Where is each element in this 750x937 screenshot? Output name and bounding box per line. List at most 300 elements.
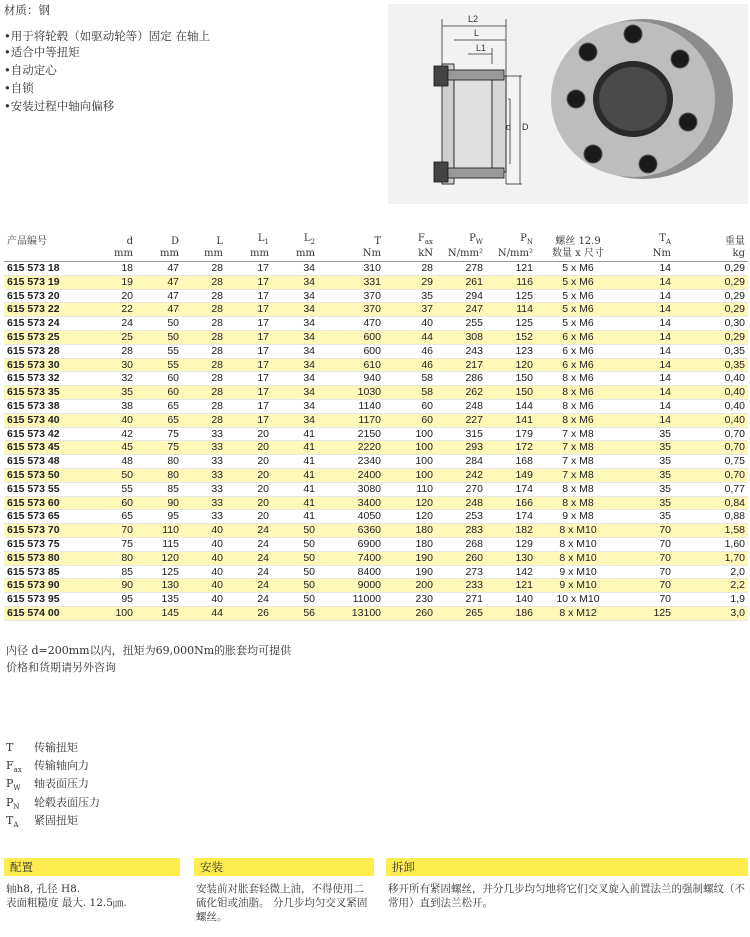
table-cell: 34 [272,330,318,344]
install-section [194,858,374,924]
table-cell: 293 [436,441,486,455]
dim-label-l2: L2 [468,14,479,24]
table-cell: 0,29 [674,262,748,276]
table-cell: 135 [136,593,182,607]
table-row [4,386,748,400]
table-cell: 0,40 [674,386,748,400]
table-row [4,262,748,276]
unit-screw: 数量 x 尺寸 [536,248,620,262]
unit-l1: mm [226,248,272,262]
product-code: 615 573 80 [4,551,92,565]
table-cell: 13100 [318,606,384,620]
unit-l: mm [182,248,226,262]
table-cell: 0,29 [674,330,748,344]
table-cell: 95 [92,593,136,607]
table-cell: 140 [486,593,536,607]
table-cell: 42 [92,427,136,441]
table-cell: 25 [92,330,136,344]
table-cell: 20 [226,496,272,510]
product-code: 615 573 42 [4,427,92,441]
product-code: 615 573 38 [4,399,92,413]
table-cell: 7400 [318,551,384,565]
unit-weight: kg [674,248,748,262]
symbol-legend [6,741,100,832]
table-cell: 60 [136,372,182,386]
table-cell: 41 [272,482,318,496]
table-cell: 20 [226,427,272,441]
table-cell: 8 x M6 [536,413,620,427]
table-cell: 120 [486,358,536,372]
table-cell: 22 [92,303,136,317]
table-cell: 9 x M8 [536,510,620,524]
table-cell: 247 [436,303,486,317]
table-cell: 217 [436,358,486,372]
table-cell: 308 [436,330,486,344]
table-cell: 28 [182,289,226,303]
table-cell: 20 [226,455,272,469]
material-text: 材质：钢 [4,3,50,17]
table-cell: 40 [182,593,226,607]
table-cell: 65 [136,399,182,413]
table-cell: 41 [272,455,318,469]
table-cell: 65 [136,413,182,427]
table-cell: 35 [620,496,674,510]
table-cell: 8 x M12 [536,606,620,620]
table-cell: 35 [620,441,674,455]
table-cell: 40 [182,551,226,565]
feature-item: • 自锁 [4,80,264,96]
technical-drawing-svg [388,4,748,204]
table-cell: 8 x M6 [536,399,620,413]
table-cell: 24 [226,537,272,551]
table-row [4,441,748,455]
table-cell: 35 [620,455,674,469]
table-cell: 190 [384,565,436,579]
table-cell: 190 [384,551,436,565]
table-cell: 14 [620,413,674,427]
table-cell: 370 [318,303,384,317]
table-cell: 47 [136,303,182,317]
table-cell: 8 x M6 [536,386,620,400]
table-cell: 0,70 [674,441,748,455]
unit-ta: Nm [620,248,674,262]
col-header-fax: $F_{ax}$ [417,233,433,246]
table-row [4,289,748,303]
table-row [4,524,748,538]
table-cell: 33 [182,455,226,469]
table-cell: 2220 [318,441,384,455]
product-code: 615 573 40 [4,413,92,427]
table-cell: 48 [92,455,136,469]
table-cell: 9 x M10 [536,579,620,593]
product-code: 615 573 35 [4,386,92,400]
table-cell: 28 [182,303,226,317]
table-cell: 166 [486,496,536,510]
table-cell: 20 [226,468,272,482]
table-cell: 0,40 [674,399,748,413]
table-cell: 470 [318,317,384,331]
feature-item: • 用于将轮毂（如驱动轮等）固定 在轴上 [4,28,264,44]
table-cell: 255 [436,317,486,331]
table-cell: 315 [436,427,486,441]
table-cell: 17 [226,399,272,413]
table-cell: 24 [226,524,272,538]
table-cell: 270 [436,482,486,496]
table-cell: 1,9 [674,593,748,607]
table-cell: 174 [486,510,536,524]
table-cell: 180 [384,537,436,551]
table-cell: 17 [226,289,272,303]
table-cell: 17 [226,358,272,372]
table-cell: 125 [620,606,674,620]
table-cell: 35 [620,510,674,524]
table-cell: 1,58 [674,524,748,538]
table-cell: 65 [92,510,136,524]
unit-pw: N/mm² [436,248,486,262]
table-cell: 273 [436,565,486,579]
table-cell: 5 x M6 [536,262,620,276]
table-cell: 248 [436,496,486,510]
feature-item: • 适合中等扭矩 [4,44,264,60]
table-cell: 28 [182,330,226,344]
table-cell: 248 [436,399,486,413]
table-cell: 45 [92,441,136,455]
col-header-screw: 螺丝 12.9 [555,236,601,247]
table-cell: 121 [486,262,536,276]
table-row [4,606,748,620]
table-cell: 260 [436,551,486,565]
table-cell: 50 [272,579,318,593]
table-cell: 28 [182,399,226,413]
feature-item: • 安装过程中轴向偏移 [4,98,264,114]
table-cell: 1170 [318,413,384,427]
table-cell: 34 [272,413,318,427]
table-cell: 38 [92,399,136,413]
table-cell: 75 [92,537,136,551]
table-cell: 610 [318,358,384,372]
table-cell: 150 [486,386,536,400]
table-cell: 85 [136,482,182,496]
table-cell: 142 [486,565,536,579]
table-cell: 28 [182,358,226,372]
table-cell: 268 [436,537,486,551]
table-cell: 120 [136,551,182,565]
unit-fax: kN [384,248,436,262]
table-cell: 283 [436,524,486,538]
table-cell: 50 [136,330,182,344]
product-code: 615 573 25 [4,330,92,344]
table-cell: 41 [272,510,318,524]
unit-big-d: mm [136,248,182,262]
table-cell: 121 [486,579,536,593]
table-cell: 17 [226,262,272,276]
table-row [4,427,748,441]
col-header-code: 产品编号 [7,236,47,247]
product-code: 615 573 65 [4,510,92,524]
table-cell: 33 [182,427,226,441]
table-cell: 1,70 [674,551,748,565]
table-cell: 28 [384,262,436,276]
table-cell: 2,0 [674,565,748,579]
table-cell: 46 [384,358,436,372]
table-row [4,275,748,289]
col-header-d: d [126,236,133,247]
table-cell: 125 [486,289,536,303]
product-code: 615 573 18 [4,262,92,276]
table-cell: 17 [226,275,272,289]
table-cell: 4050 [318,510,384,524]
table-cell: 35 [384,289,436,303]
table-cell: 144 [486,399,536,413]
table-cell: 271 [436,593,486,607]
table-cell: 50 [272,551,318,565]
table-cell: 29 [384,275,436,289]
table-cell: 17 [226,330,272,344]
table-cell: 0,70 [674,427,748,441]
table-cell: 60 [384,413,436,427]
table-cell: 33 [182,468,226,482]
remove-body: 移开所有紧固螺丝，并分几步均匀地将它们交叉旋入前置法兰的强制螺纹（不常用）直到法兰松开。 [388,883,745,909]
table-cell: 24 [226,593,272,607]
table-cell: 46 [384,344,436,358]
table-cell: 331 [318,275,384,289]
table-cell: 28 [182,317,226,331]
table-row [4,330,748,344]
unit-t: Nm [318,248,384,262]
table-cell: 60 [136,386,182,400]
table-row [4,413,748,427]
table-cell: 50 [272,593,318,607]
table-cell: 261 [436,275,486,289]
table-cell: 3,0 [674,606,748,620]
table-cell: 80 [136,468,182,482]
table-cell: 60 [92,496,136,510]
product-code: 615 573 85 [4,565,92,579]
table-cell: 70 [620,579,674,593]
table-cell: 260 [384,606,436,620]
table-cell: 24 [92,317,136,331]
table-cell: 34 [272,262,318,276]
table-cell: 8 x M8 [536,482,620,496]
table-cell: 55 [136,358,182,372]
product-code: 615 574 00 [4,606,92,620]
table-cell: 1140 [318,399,384,413]
table-row [4,551,748,565]
table-cell: 227 [436,413,486,427]
config-section [4,858,180,910]
legend-item: $F_{ax}$ 传输轴向力 [6,759,89,775]
table-cell: 14 [620,317,674,331]
table-cell: 233 [436,579,486,593]
table-cell: 70 [620,593,674,607]
table-cell: 0,40 [674,413,748,427]
table-cell: 14 [620,289,674,303]
table-cell: 145 [136,606,182,620]
remove-section [386,858,748,910]
table-cell: 100 [384,427,436,441]
table-cell: 2400 [318,468,384,482]
col-header-t: T [374,236,381,247]
table-cell: 141 [486,413,536,427]
table-cell: 11000 [318,593,384,607]
intro-block [4,2,264,116]
table-cell: 47 [136,275,182,289]
table-cell: 26 [226,606,272,620]
table-cell: 120 [384,510,436,524]
remove-title: 拆卸 [386,858,748,876]
table-cell: 186 [486,606,536,620]
table-cell: 35 [620,427,674,441]
table-cell: 110 [384,482,436,496]
table-cell: 28 [182,275,226,289]
table-cell: 24 [226,565,272,579]
table-cell: 5 x M6 [536,317,620,331]
product-code: 615 573 30 [4,358,92,372]
table-cell: 40 [182,537,226,551]
table-row [4,510,748,524]
table-cell: 17 [226,317,272,331]
table-cell: 28 [182,344,226,358]
table-cell: 19 [92,275,136,289]
table-cell: 34 [272,372,318,386]
table-cell: 60 [384,399,436,413]
table-row [4,565,748,579]
table-cell: 70 [620,537,674,551]
availability-note [6,642,291,676]
table-cell: 20 [226,441,272,455]
install-body: 安装前对胀套轻微上油，不得使用二硫化钼或油脂。 分几步均匀交叉紧固螺丝。 [196,883,368,923]
table-row [4,303,748,317]
table-row [4,496,748,510]
table-row [4,372,748,386]
product-code: 615 573 90 [4,579,92,593]
table-cell: 17 [226,386,272,400]
table-cell: 172 [486,441,536,455]
table-cell: 14 [620,344,674,358]
col-header-l1: $L_1$ [257,233,269,246]
table-cell: 75 [136,441,182,455]
table-cell: 8400 [318,565,384,579]
table-cell: 55 [92,482,136,496]
table-cell: 168 [486,455,536,469]
table-cell: 100 [92,606,136,620]
product-code: 615 573 28 [4,344,92,358]
table-cell: 149 [486,468,536,482]
table-cell: 2340 [318,455,384,469]
table-cell: 278 [436,262,486,276]
table-cell: 230 [384,593,436,607]
table-cell: 129 [486,537,536,551]
table-cell: 50 [92,468,136,482]
table-cell: 0,77 [674,482,748,496]
table-cell: 115 [136,537,182,551]
table-cell: 130 [136,579,182,593]
table-cell: 8 x M10 [536,524,620,538]
table-row [4,482,748,496]
table-cell: 34 [272,275,318,289]
table-body [4,262,748,621]
table-cell: 14 [620,303,674,317]
product-code: 615 573 24 [4,317,92,331]
feature-item: • 自动定心 [4,62,264,78]
legend-item: T 传输扭矩 [6,741,78,754]
table-cell: 14 [620,399,674,413]
table-cell: 0,30 [674,317,748,331]
table-cell: 14 [620,262,674,276]
table-cell: 7 x M8 [536,468,620,482]
table-cell: 34 [272,386,318,400]
table-cell: 7 x M8 [536,427,620,441]
table-cell: 33 [182,496,226,510]
table-cell: 9000 [318,579,384,593]
table-cell: 200 [384,579,436,593]
product-code: 615 573 48 [4,455,92,469]
table-cell: 14 [620,275,674,289]
table-cell: 150 [486,372,536,386]
table-cell: 0,70 [674,468,748,482]
table-cell: 116 [486,275,536,289]
table-cell: 35 [620,482,674,496]
table-cell: 286 [436,372,486,386]
table-cell: 243 [436,344,486,358]
table-cell: 35 [620,468,674,482]
legend-item: $T_A$ 紧固扭矩 [6,813,78,829]
product-code: 615 573 50 [4,468,92,482]
col-header-weight: 重量 [725,236,745,247]
col-header-pn: $P_N$ [520,233,533,246]
unit-l2: mm [272,248,318,262]
table-cell: 32 [92,372,136,386]
unit-d: mm [92,248,136,262]
table-cell: 56 [272,606,318,620]
table-cell: 34 [272,399,318,413]
table-cell: 120 [384,496,436,510]
table-cell: 37 [384,303,436,317]
table-cell: 33 [182,510,226,524]
table-cell: 0,75 [674,455,748,469]
table-cell: 95 [136,510,182,524]
table-cell: 70 [620,524,674,538]
dim-label-d: d [506,122,512,132]
table-cell: 5 x M6 [536,289,620,303]
table-cell: 8 x M10 [536,551,620,565]
table-cell: 125 [486,317,536,331]
table-cell: 6360 [318,524,384,538]
table-cell: 50 [272,524,318,538]
table-cell: 58 [384,386,436,400]
table-cell: 0,29 [674,275,748,289]
table-cell: 100 [384,441,436,455]
table-cell: 85 [92,565,136,579]
table-cell: 100 [384,468,436,482]
table-cell: 34 [272,344,318,358]
table-cell: 179 [486,427,536,441]
table-cell: 0,29 [674,289,748,303]
table-cell: 34 [272,317,318,331]
dim-label-big-d: D [522,122,529,132]
unit-pn: N/mm² [486,248,536,262]
table-cell: 40 [182,579,226,593]
col-header-big-d: D [170,236,179,247]
table-cell: 50 [136,317,182,331]
table-cell: 1,60 [674,537,748,551]
table-cell: 20 [226,482,272,496]
table-cell: 5 x M6 [536,303,620,317]
table-cell: 6900 [318,537,384,551]
table-cell: 0,84 [674,496,748,510]
config-body: 轴h8, 孔径 H8. 表面粗糙度 最大. 12.5㎛. [6,883,127,909]
table-cell: 80 [136,455,182,469]
